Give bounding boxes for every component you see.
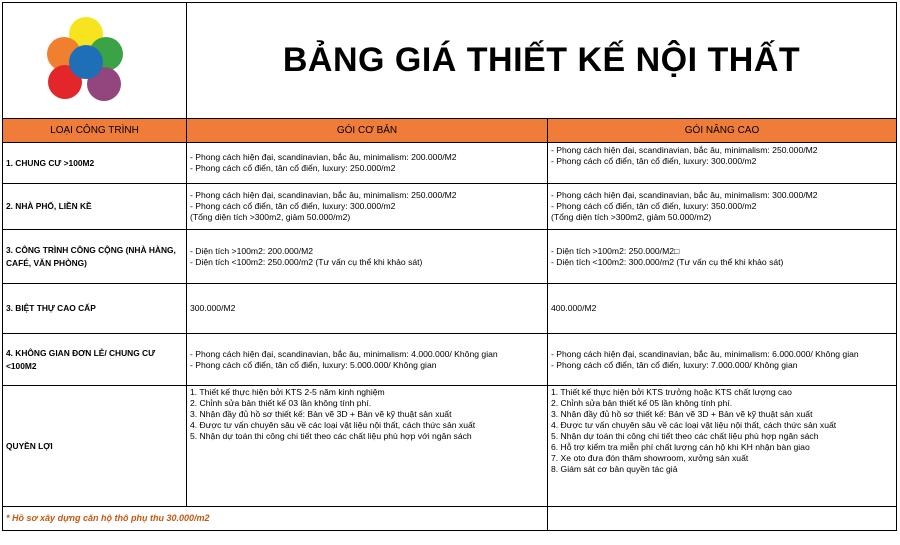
table-row bbox=[3, 284, 897, 334]
basic-line: - Diện tích >100m2: 200.000/M2 bbox=[190, 245, 314, 256]
basic-line: - Diện tích <100m2: 250.000/m2 (Tư vấn cụ thể khi khảo sát) bbox=[190, 256, 423, 267]
list-item: 5. Nhận dự toán thi công chi tiết theo các chất liệu phù hợp với ngân sách bbox=[190, 431, 472, 441]
row-type: 2. NHÀ PHỐ, LIỀN KỀ bbox=[3, 184, 187, 230]
advanced-cell bbox=[548, 284, 897, 334]
basic-cell bbox=[187, 230, 548, 284]
advanced-cell bbox=[548, 184, 897, 230]
basic-line: - Phong cách cổ điển, tân cổ điển, luxury: 250.000/m2 bbox=[190, 163, 396, 173]
advanced-line: - Diện tích >100m2: 250.000/M2□ bbox=[551, 245, 680, 256]
list-item: 2. Chỉnh sửa bản thiết kế 03 lần không tính phí. bbox=[190, 398, 372, 408]
basic-cell bbox=[187, 284, 548, 334]
list-item: 1. Thiết kế thực hiện bởi KTS trưởng hoặc KTS chất lượng cao bbox=[551, 387, 792, 397]
list-item: 1. Thiết kế thực hiện bởi KTS 2-5 năm kinh nghiệm bbox=[190, 387, 385, 397]
page-title: BẢNG GIÁ THIẾT KẾ NỘI THẤT bbox=[187, 3, 897, 119]
column-header-advanced: GÓI NÂNG CAO bbox=[548, 119, 897, 143]
list-item: 3. Nhận đầy đủ hồ sơ thiết kế: Bản vẽ 3D + Bản vẽ kỹ thuật sản xuất bbox=[190, 409, 452, 419]
basic-cell bbox=[187, 143, 548, 184]
logo-cell bbox=[3, 3, 187, 119]
empty-cell bbox=[548, 507, 897, 531]
list-item: 4. Được tư vấn chuyên sâu về các loại vật liệu nội thất, cách thức sản xuất bbox=[190, 420, 476, 430]
basic-line: - Phong cách cổ điển, tân cổ điển, luxury: 300.000/m2 bbox=[190, 201, 396, 211]
advanced-line: - Phong cách hiện đại, scandinavian, bắc âu, minimalism: 250.000/M2 bbox=[551, 145, 818, 155]
list-item: 8. Giám sát cơ bản quyền tác giả bbox=[551, 464, 678, 474]
footnote-row bbox=[3, 507, 897, 531]
row-type: 1. CHUNG CƯ >100M2 bbox=[3, 143, 187, 184]
advanced-line: (Tổng diện tích >300m2, giảm 50.000/m2) bbox=[551, 212, 712, 222]
basic-line: - Phong cách cổ điển, tân cổ điển, luxury: 5.000.000/ Không gian bbox=[190, 359, 437, 370]
table-row bbox=[3, 334, 897, 386]
basic-cell bbox=[187, 334, 548, 386]
list-item: 2. Chỉnh sửa bản thiết kế 05 lần không tính phí. bbox=[551, 398, 733, 408]
list-item: 3. Nhận đầy đủ hồ sơ thiết kế: Bản vẽ 3D + Bản vẽ kỹ thuật sản xuất bbox=[551, 409, 813, 419]
row-type: 3. CÔNG TRÌNH CÔNG CỘNG (NHÀ HÀNG, CAFÉ, VĂN PHÒNG) bbox=[3, 230, 187, 284]
advanced-line: - Phong cách hiện đại, scandinavian, bắc âu, minimalism: 6.000.000/ Không gian bbox=[551, 348, 859, 359]
advanced-line: - Phong cách cổ điển, tân cổ điển, luxury: 300.000/m2 bbox=[551, 156, 757, 166]
list-item: 6. Hỗ trợ kiểm tra miễn phí chất lượng cán hộ khi KH nhận bàn giao bbox=[551, 442, 810, 452]
advanced-line: - Phong cách cổ điển, tân cổ điển, luxury: 7.000.000/ Không gian bbox=[551, 359, 798, 370]
basic-line: (Tổng diện tích >300m2, giảm 50.000/m2) bbox=[190, 212, 351, 222]
header-row bbox=[3, 3, 897, 119]
table-row bbox=[3, 143, 897, 184]
advanced-line: - Diện tích <100m2: 300.000/m2 (Tư vấn cụ thể khi khảo sát) bbox=[551, 256, 784, 267]
list-item: 5. Nhận dự toán thi công chi tiết theo các chất liệu phù hợp ngân sách bbox=[551, 431, 819, 441]
column-header-row bbox=[3, 119, 897, 143]
advanced-line: - Phong cách cổ điển, tân cổ điển, luxury: 350.000/m2 bbox=[551, 201, 757, 211]
list-item: 4. Được tư vấn chuyên sâu về các loại vật liệu nội thất, cách thức sản xuất bbox=[551, 420, 837, 430]
price-table bbox=[2, 2, 897, 531]
benefits-basic-cell bbox=[187, 386, 548, 507]
basic-line: - Phong cách hiện đại, scandinavian, bắc âu, minimalism: 4.000.000/ Không gian bbox=[190, 348, 498, 359]
basic-cell bbox=[187, 184, 548, 230]
basic-line: 300.000/M2 bbox=[190, 303, 236, 313]
benefits-row bbox=[3, 386, 897, 507]
advanced-cell bbox=[548, 143, 897, 184]
column-header-type: LOẠI CÔNG TRÌNH bbox=[3, 119, 187, 143]
basic-line: - Phong cách hiện đại, scandinavian, bắc âu, minimalism: 250.000/M2 bbox=[190, 190, 457, 200]
flower-logo-icon bbox=[3, 3, 187, 115]
basic-line: - Phong cách hiện đại, scandinavian, bắc âu, minimalism: 200.000/M2 bbox=[190, 152, 457, 162]
footnote: * Hồ sơ xây dựng căn hộ thô phụ thu 30.000/m2 bbox=[3, 507, 548, 531]
advanced-cell bbox=[548, 334, 897, 386]
advanced-cell bbox=[548, 230, 897, 284]
table-row bbox=[3, 184, 897, 230]
list-item: 7. Xe oto đưa đón thăm showroom, xưởng sản xuất bbox=[551, 453, 749, 463]
table-row bbox=[3, 230, 897, 284]
price-sheet bbox=[2, 2, 896, 541]
advanced-line: 400.000/M2 bbox=[551, 303, 597, 313]
column-header-basic: GÓI CƠ BẢN bbox=[187, 119, 548, 143]
row-type: 3. BIỆT THỰ CAO CẤP bbox=[3, 284, 187, 334]
benefits-advanced-cell bbox=[548, 386, 897, 507]
row-type: 4. KHÔNG GIAN ĐƠN LẺ/ CHUNG CƯ <100M2 bbox=[3, 334, 187, 386]
advanced-line: - Phong cách hiện đại, scandinavian, bắc âu, minimalism: 300.000/M2 bbox=[551, 190, 818, 200]
benefits-label: QUYỀN LỢI bbox=[3, 386, 187, 507]
